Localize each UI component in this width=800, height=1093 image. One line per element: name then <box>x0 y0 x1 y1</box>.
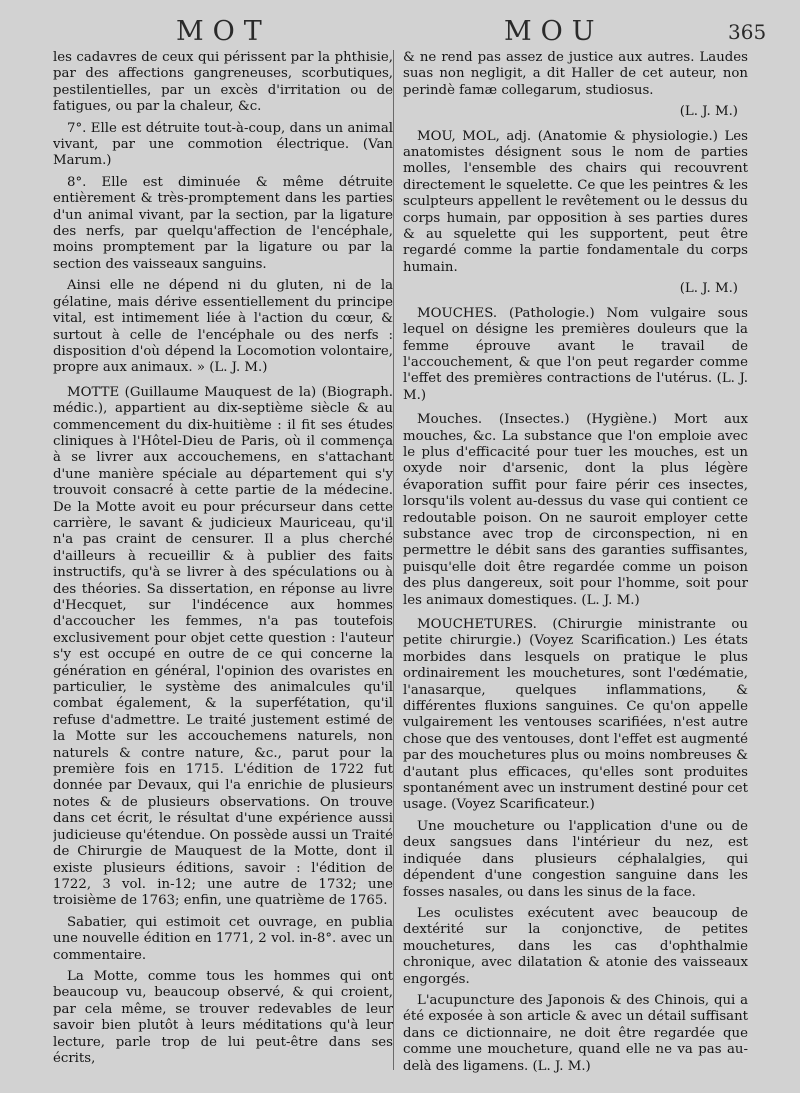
paragraph: Ainsi elle ne dépend ni du gluten, ni de la gélatine, mais dérive essentiellement du principe vital, est intimement liée à l'action du cœur, & surtout à celle de l'encéphale ou des nerfs : disposition d'où dépend la Locomotion volontaire, propre aux animaux. » (L. J. M.) <box>53 278 393 376</box>
running-head-left: MOT <box>176 16 271 47</box>
author-signature: (L. J. M.) <box>679 281 738 297</box>
paragraph: & ne rend pas assez de justice aux autres. Laudes suas non negligit, a dit Haller de cet auteur, non perindè famæ collegarum, studiosus. <box>403 50 748 98</box>
left-column <box>53 50 393 1080</box>
paragraph: 8°. Elle est diminuée & même détruite entièrement & très-promptement dans les parties d'un animal vivant, par la section, par la ligature des nerfs, par quelqu'affection de l'encéphale, moins promptement par la ligature ou par la section des vaisseaux sanguins. <box>53 174 393 272</box>
entry-mouches: MOUCHES. (Pathologie.) Nom vulgaire sous lequel on désigne les premières douleurs que la femme éprouve avant le travail de l'accouchement, & que l'on peut regarder comme l'effet des premières contractions de l'utérus. (L. J. M.) <box>403 305 748 403</box>
paragraph: Les oculistes exécutent avec beaucoup de dextérité sur la conjonctive, de petites mouchetures, dans les cas d'ophthalmie chronique, avec dilatation & atonie des vaisseaux engorgés. <box>403 905 748 987</box>
running-head-right: MOU <box>504 16 604 47</box>
paragraph: L'acupuncture des Japonois & des Chinois, qui a été exposée à son article & avec un détail suffisant dans ce dictionnaire, ne doit être regardée que comme une moucheture, quand elle ne va pas au-delà des ligamens. (L. J. M.) <box>403 992 748 1074</box>
entry-mouchetures: MOUCHETURES. (Chirurgie ministrante ou petite chirurgie.) (Voyez Scarification.) Les états morbides dans lesquels on pratique le plus ordinairement les mouchetures, sont l'œdématie, l'anasarque, quelques inflammations, & différentes fluxions sanguines. Ce qu'on appelle vulgairement les ventouses scarifiées, n'est autre chose que des ventouses, dont l'effet est augmenté par des mouchetures plus ou moins nombreuses & d'autant plus efficaces, qu'elles sont produites spontanément avec un instrument destiné pour cet usage. (Voyez Scarificateur.) <box>403 617 748 813</box>
paragraph: 7°. Elle est détruite tout-à-coup, dans un animal vivant, par une commotion électrique. (Van Marum.) <box>53 120 393 169</box>
page-number: 365 <box>728 20 767 44</box>
paragraph: Une moucheture ou l'application d'une ou de deux sangsues dans l'intérieur du nez, est indiquée dans plusieurs céphalalgies, qui dépendent d'une congestion sanguine dans les fosses nasales, ou dans les sinus de la face. <box>403 818 748 900</box>
column-divider <box>393 50 394 1070</box>
paragraph: Sabatier, qui estimoit cet ouvrage, en publia une nouvelle édition en 1771, 2 vol. in-8°. avec un commentaire. <box>53 914 393 963</box>
entry-mou: MOU, MOL, adj. (Anatomie & physiologie.) Les anatomistes désignent sous le nom de parties molles, l'ensemble des chairs qui recouvrent directement le squelette. Ce que les peintres & les sculpteurs appellent le revêtement ou le dessus du corps humain, par opposition à ses parties dures & au squelette qui les supportent, peut être regardé comme la partie fondamentale du corps humain. <box>403 128 748 275</box>
entry-motte: MOTTE (Guillaume Mauquest de la) (Biograph. médic.), appartient au dix-septième siècle & au commencement du dix-huitième : il fit ses études cliniques à l'Hôtel-Dieu de Paris, où il commença à se livrer aux accouchemens, en s'attachant d'une manière spéciale au département qui s'y trouvoit consacré à cette partie de la médecine. De la Motte avoit eu pour précurseur dans cette carrière, le savant & judicieux Mauriceau, qu'il n'a pas craint de censurer. Il a plus cherché d'ailleurs à recueillir & à publier des faits instructifs, qu'à se livrer à des spéculations ou à des théories. Sa dissertation, en réponse au livre d'Hecquet, sur l'indécence aux hommes d'accoucher les femmes, n'a pas toutefois exclusivement pour objet cette question : l'auteur s'y est occupé en outre de ce qui concerne la génération en général, l'opinion des ovaristes en particulier, le système des animalcules qu'il combat également, & la superfétation, qu'il refuse d'admettre. Le traité justement estimé de la Motte sur les accouchemens naturels, non naturels & contre nature, &c., parut pour la première fois en 1715. L'édition de 1722 fut donnée par Devaux, qui l'a enrichie de plusieurs notes & de plusieurs observations. On trouve dans cet écrit, le résultat d'une expérience aussi judicieuse qu'étendue. On possède aussi un Traité de Chirurgie de Mauquest de la Motte, dont il existe plusieurs éditions, savoir : l'édition de 1722, 3 vol. in-12; une autre de 1732; une troisième de 1763; enfin, une quatrième de 1765. <box>53 384 393 909</box>
paragraph: La Motte, comme tous les hommes qui ont beaucoup vu, beaucoup observé, & qui croient, par cela même, se trouver redevables de leur savoir bien plutôt à leurs méditations qu'à leur lecture, parle trop de lui peut-être dans ses écrits, <box>53 968 393 1066</box>
right-column <box>403 50 748 1080</box>
page-header <box>0 16 800 46</box>
paragraph: les cadavres de ceux qui périssent par la phthisie, par des affections gangreneuses, scorbutiques, pestilentielles, par un excès d'irritation ou de fatigues, ou par la chaleur, &c. <box>53 50 393 115</box>
author-signature: (L. J. M.) <box>679 104 738 120</box>
entry-mouches-insectes: Mouches. (Insectes.) (Hygiène.) Mort aux mouches, &c. La substance que l'on emploie avec le plus d'efficacité pour tuer les mouches, est un oxyde noir d'arsenic, dont la plus légère évaporation suffit pour faire périr ces insectes, lorsqu'ils volent au-dessus du vase qui contient ce redoutable poison. On ne sauroit employer cette substance avec trop de circonspection, ni en permettre le débit sans des garanties suffisantes, puisqu'elle doit être regardée comme un poison des plus dangereux, soit pour l'homme, soit pour les animaux domestiques. (L. J. M.) <box>403 412 748 608</box>
